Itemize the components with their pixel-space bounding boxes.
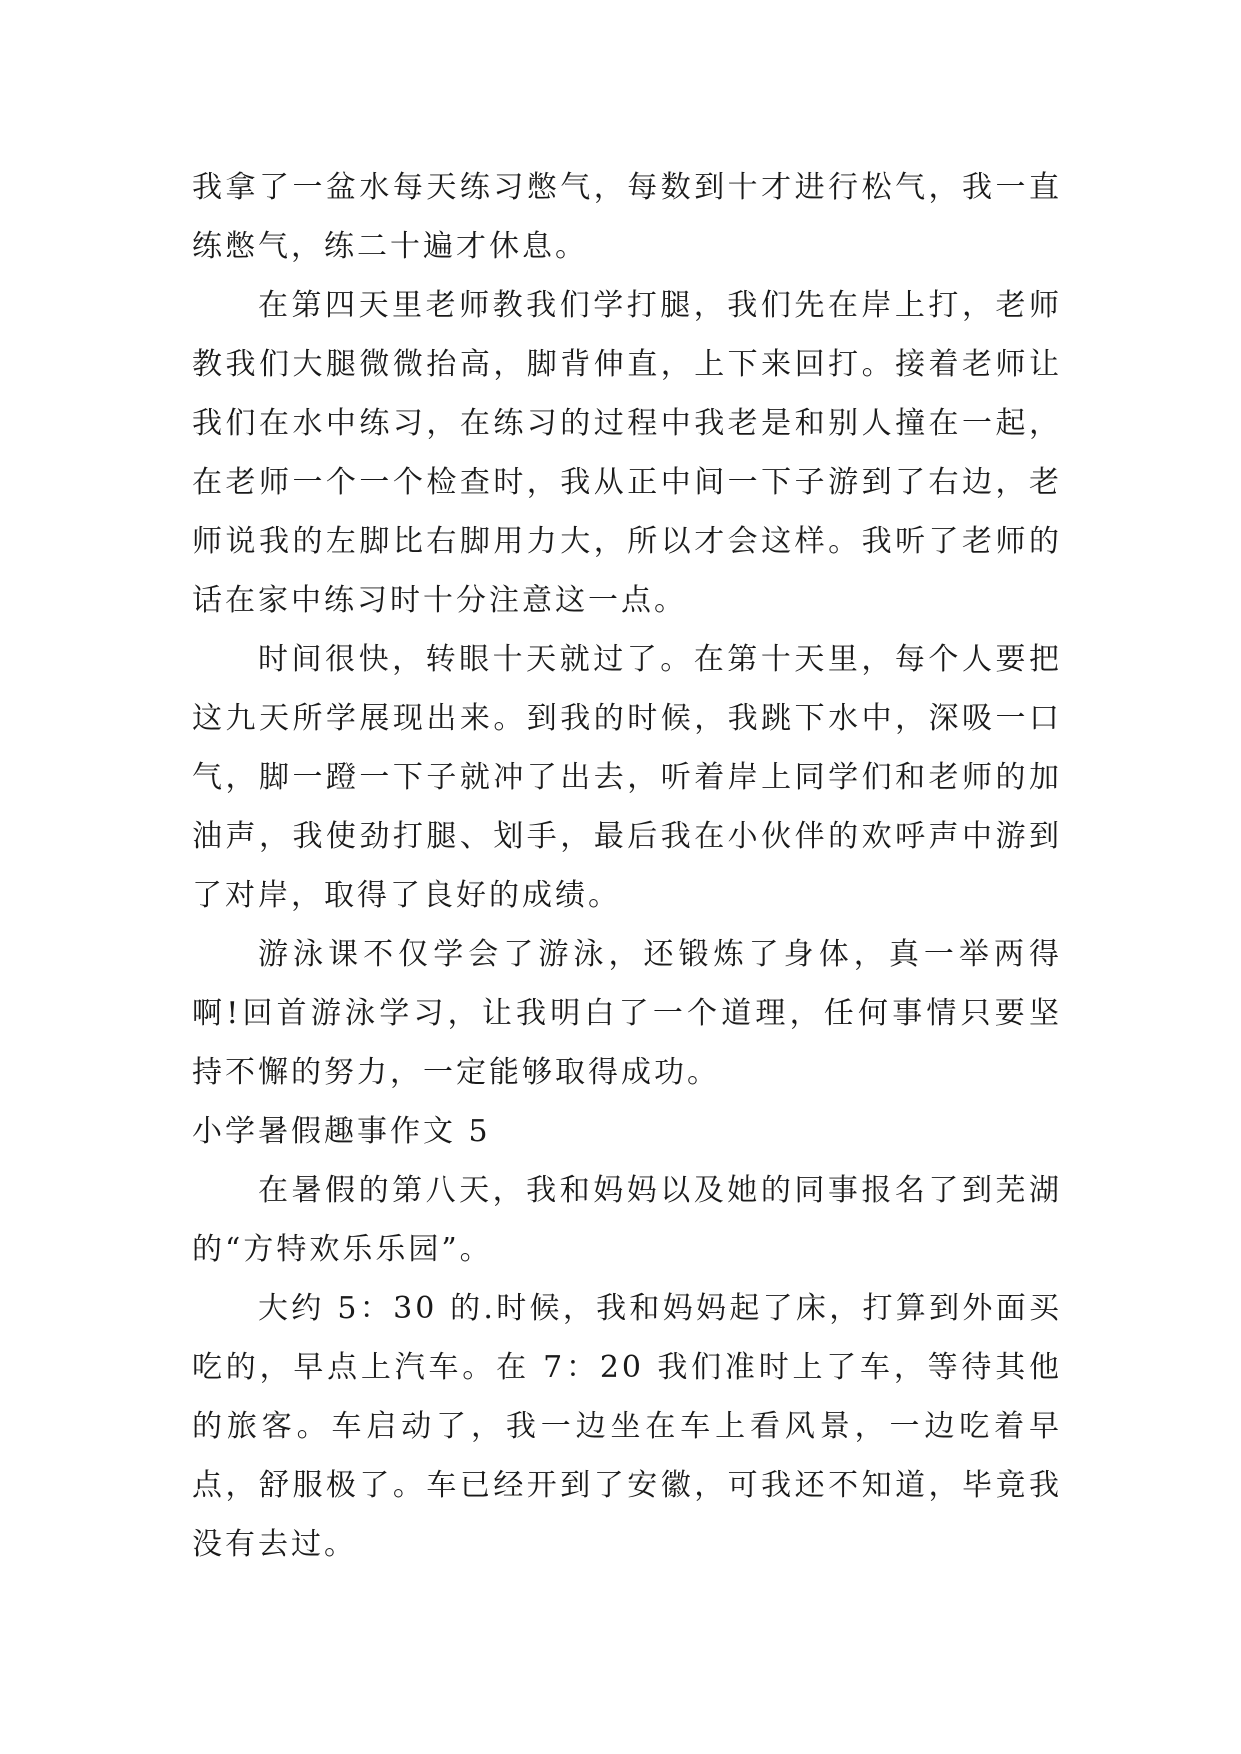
paragraph-4: 游泳课不仅学会了游泳，还锻炼了身体，真一举两得啊!回首游泳学习，让我明白了一个道理，任何事情只要坚持不懈的努力，一定能够取得成功。 (192, 937, 1062, 1090)
section-title: 小学暑假趣事作文 5 (192, 1114, 491, 1149)
section-paragraph-2: 大约 5：30 的.时候，我和妈妈起了床，打算到外面买吃的，早点上汽车。在 7：20 我们准时上了车，等待其他的旅客。车启动了，我一边坐在车上看风景，一边吃着早点，舒服极了。车已经开到了安徽，可我还不知道，毕竟我没有去过。 (192, 1291, 1062, 1562)
section-paragraph-1: 在暑假的第八天，我和妈妈以及她的同事报名了到芜湖的“方特欢乐乐园”。 (192, 1173, 1062, 1267)
paragraph-2: 在第四天里老师教我们学打腿，我们先在岸上打，老师教我们大腿微微抬高，脚背伸直，上下来回打。接着老师让我们在水中练习，在练习的过程中我老是和别人撞在一起，在老师一个一个检查时，我从正中间一下子游到了右边，老师说我的左脚比右脚用力大，所以才会这样。我听了老师的话在家中练习时十分注意这一点。 (192, 288, 1062, 618)
paragraph-3: 时间很快，转眼十天就过了。在第十天里，每个人要把这九天所学展现出来。到我的时候，我跳下水中，深吸一口气，脚一蹬一下子就冲了出去，听着岸上同学们和老师的加油声，我使劲打腿、划手，最后我在小伙伴的欢呼声中游到了对岸，取得了良好的成绩。 (192, 642, 1062, 913)
paragraph-1: 我拿了一盆水每天练习憋气，每数到十才进行松气，我一直练憋气，练二十遍才休息。 (192, 170, 1062, 264)
document-body (192, 158, 1062, 1574)
